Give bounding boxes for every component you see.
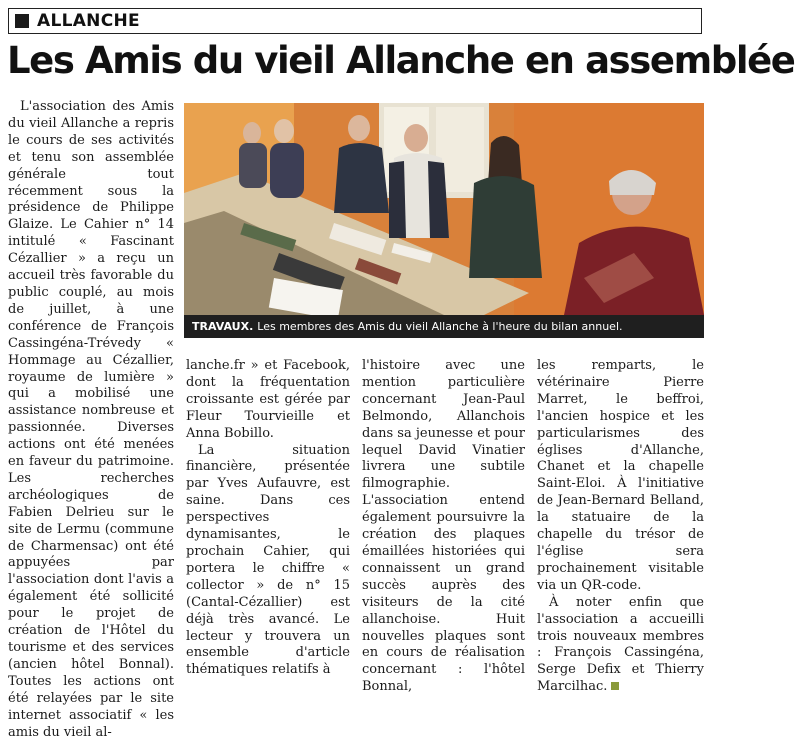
article-headline: Les Amis du vieil Allanche en assemblée <box>7 39 795 82</box>
section-rubric <box>8 8 702 34</box>
paragraph-final <box>537 595 704 696</box>
paragraph: les remparts, le vétérinaire Pierre Marret, le beffroi, l'ancien hospice et les particularismes des églises d'Allanche, Chanet et la chapelle Saint-Eloi. À l'initiative de Jean-Bernard Belland, la statuaire de la chapelle du trésor de l'église sera prochainement visitable via un QR-code. <box>537 358 704 593</box>
paragraph: lanche.fr » et Facebook, dont la fréquentation croissante est gérée par Fleur Tourvieille et Anna Bobillo. <box>186 358 350 441</box>
paragraph-text: À noter enfin que l'association a accueilli trois nouveaux membres : François Cassingéna, Serge Defix et Thierry Marcilhac. <box>537 594 704 695</box>
article-column-3 <box>362 358 525 696</box>
paragraph: La situation financière, présentée par Yves Aufauvre, est saine. Dans ces perspectives dynamisantes, le prochain Cahier, qui portera le chiffre « collector » de n° 15 (Cantal-Cézallier) est déjà très avancé. Le lecteur y trouvera un ensemble d'article thématiques relatifs à <box>186 442 350 678</box>
square-bullet-icon <box>15 14 29 28</box>
caption-lead: TRAVAUX. <box>192 320 254 333</box>
caption-text: Les membres des Amis du vieil Allanche à l'heure du bilan annuel. <box>257 320 623 333</box>
article-column-2 <box>186 358 350 679</box>
article-column-1 <box>8 99 174 741</box>
end-of-article-icon <box>611 682 619 690</box>
section-kicker: ALLANCHE <box>37 11 140 31</box>
meeting-photo-illustration <box>184 103 704 315</box>
article-photo <box>184 103 704 315</box>
article-column-4 <box>537 358 704 696</box>
paragraph: L'association des Amis du vieil Allanche a repris le cours de ses activités et tenu son assemblée générale tout récemment sous la présidence de Philippe Glaize. Le Cahier n° 14 intitulé « Fascinant Cézallier » a reçu un accueil très favorable du public couplé, au mois de juillet, à une conférence de François Cassingéna-Trévedy « Hommage au Cézallier, royaume de lumière » qui a mobilisé une assistance nombreuse et passionnée. Diverses actions ont été menées en faveur du patrimoine. Les recherches archéologiques de Fabien Delrieu sur le site de Lermu (commune de Charmensac) ont été appuyées par l'association dont l'avis a également été sollicité pour le projet de création de l'Hôtel du tourisme et des services (ancien hôtel Bonnal). Toutes les actions ont été relayées par le site internet associatif « les amis du vieil al- <box>8 99 174 740</box>
paragraph: l'histoire avec une mention particulière concernant Jean-Paul Belmondo, Allanchois dans sa jeunesse et pour lequel David Vinatier livrera une subtile filmographie. L'association entend également poursuivre la création des plaques émaillées historiées qui connaissent un grand succès auprès des visiteurs de la cité allanchoise. Huit nouvelles plaques sont en cours de réalisation concernant : l'hôtel Bonnal, <box>362 358 525 695</box>
photo-caption <box>184 315 704 338</box>
